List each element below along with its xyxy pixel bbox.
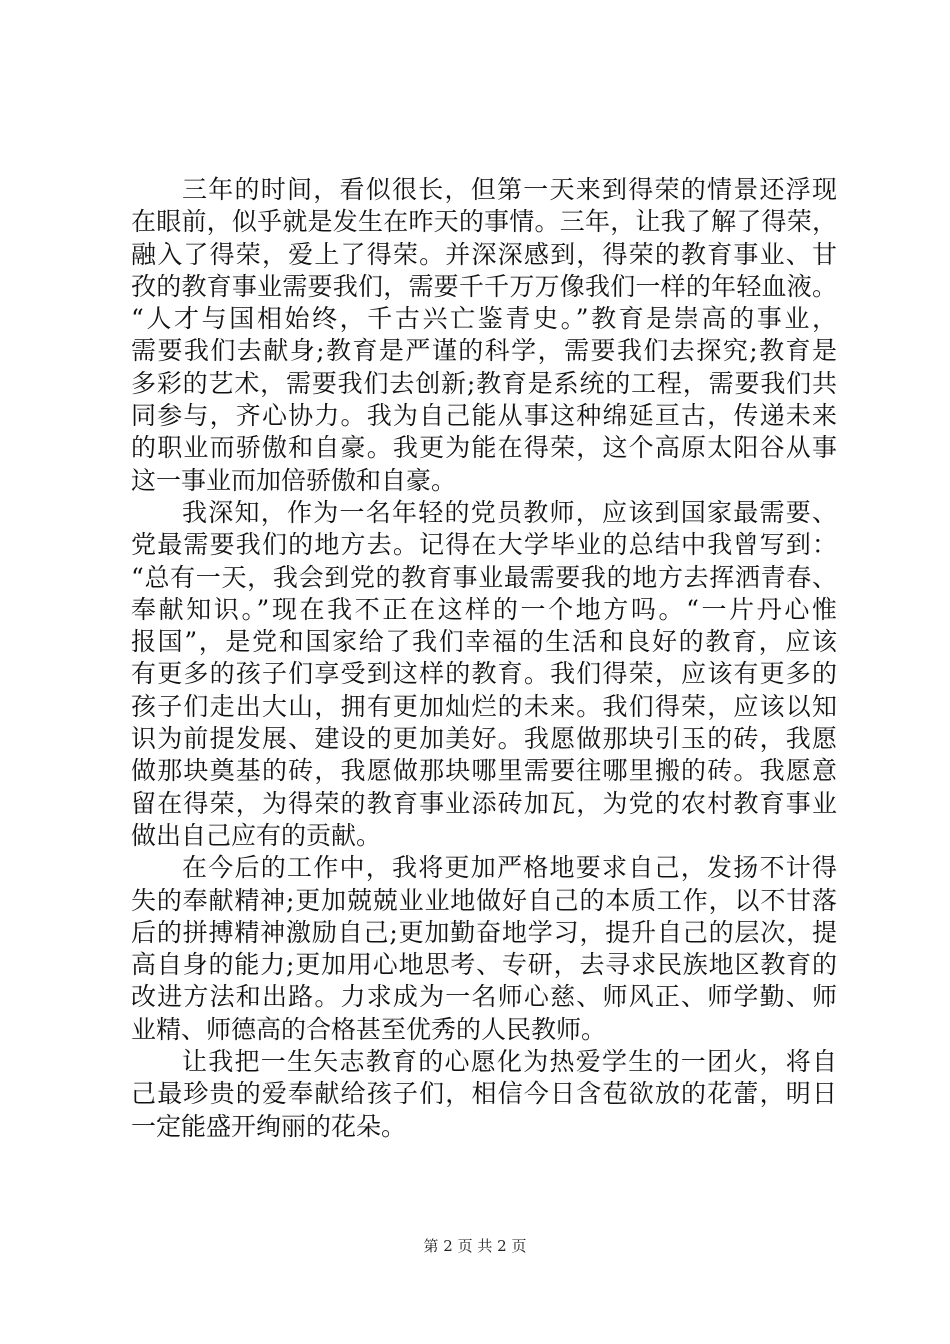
text-line: 同参与，齐心协力。我为自己能从事这种绵延亘古，传递未来 [131, 401, 837, 431]
text-line: 做那块奠基的砖，我愿做那块哪里需要往哪里搬的砖。我愿意 [131, 756, 837, 786]
text-line: 失的奉献精神;更加兢兢业业地做好自己的本质工作，以不甘落 [131, 885, 837, 915]
page-number-label: 第 2 页 共 2 页 [423, 1237, 527, 1255]
text-line: 多彩的艺术，需要我们去创新;教育是系统的工程，需要我们共 [131, 368, 837, 398]
text-line: 党最需要我们的地方去。记得在大学毕业的总结中我曾写到： [131, 530, 837, 560]
text-line: 三年的时间，看似很长，但第一天来到得荣的情景还浮现 [182, 175, 837, 204]
paragraph-2 [131, 497, 837, 852]
text-line: 高自身的能力;更加用心地思考、专研，去寻求民族地区教育的 [131, 950, 837, 980]
text-line: 后的拼搏精神激励自己;更加勤奋地学习，提升自己的层次，提 [131, 917, 837, 947]
page-footer [0, 1235, 950, 1256]
text-line: 这一事业而加倍骄傲和自豪。 [131, 465, 457, 495]
text-line: “总有一天，我会到党的教育事业最需要我的地方去挥洒青春、 [131, 562, 837, 592]
paragraph-1 [131, 174, 837, 497]
text-line: 业精、师德高的合格甚至优秀的人民教师。 [131, 1014, 607, 1044]
text-line: 一定能盛开绚丽的花朵。 [131, 1111, 407, 1141]
text-line: 孩子们走出大山，拥有更加灿烂的未来。我们得荣，应该以知 [131, 691, 837, 721]
text-line: 孜的教育事业需要我们，需要千千万万像我们一样的年轻血液。 [131, 271, 837, 301]
text-line: 奉献知识。”现在我不正在这样的一个地方吗。“一片丹心惟 [131, 594, 837, 624]
text-line: 融入了得荣，爱上了得荣。并深深感到，得荣的教育事业、甘 [131, 239, 837, 269]
paragraph-4 [131, 1046, 837, 1143]
text-line: 需要我们去献身;教育是严谨的科学，需要我们去探究;教育是 [131, 336, 837, 366]
text-line: 改进方法和出路。力求成为一名师心慈、师风正、师学勤、师 [131, 982, 837, 1012]
text-line: 做出自己应有的贡献。 [131, 820, 382, 850]
text-line: 我深知，作为一名年轻的党员教师，应该到国家最需要、 [182, 497, 837, 527]
text-line: 己最珍贵的爱奉献给孩子们，相信今日含苞欲放的花蕾，明日 [131, 1079, 837, 1109]
text-line: 让我把一生矢志教育的心愿化为热爱学生的一团火，将自 [182, 1047, 837, 1077]
text-line: 识为前提发展、建设的更加美好。我愿做那块引玉的砖，我愿 [131, 724, 837, 754]
paragraph-3 [131, 852, 837, 1046]
text-line: 的职业而骄傲和自豪。我更为能在得荣，这个高原太阳谷从事 [131, 433, 837, 463]
text-line: 报国”，是党和国家给了我们幸福的生活和良好的教育，应该 [131, 627, 837, 657]
text-line: 留在得荣，为得荣的教育事业添砖加瓦，为党的农村教育事业 [131, 788, 837, 818]
text-line: 在今后的工作中，我将更加严格地要求自己，发扬不计得 [182, 853, 837, 883]
text-line: “人才与国相始终，千古兴亡鉴青史。”教育是崇高的事业， [131, 304, 837, 334]
document-body [131, 174, 837, 1143]
text-line: 有更多的孩子们享受到这样的教育。我们得荣，应该有更多的 [131, 659, 837, 689]
text-line: 在眼前，似乎就是发生在昨天的事情。三年，让我了解了得荣， [131, 207, 837, 237]
